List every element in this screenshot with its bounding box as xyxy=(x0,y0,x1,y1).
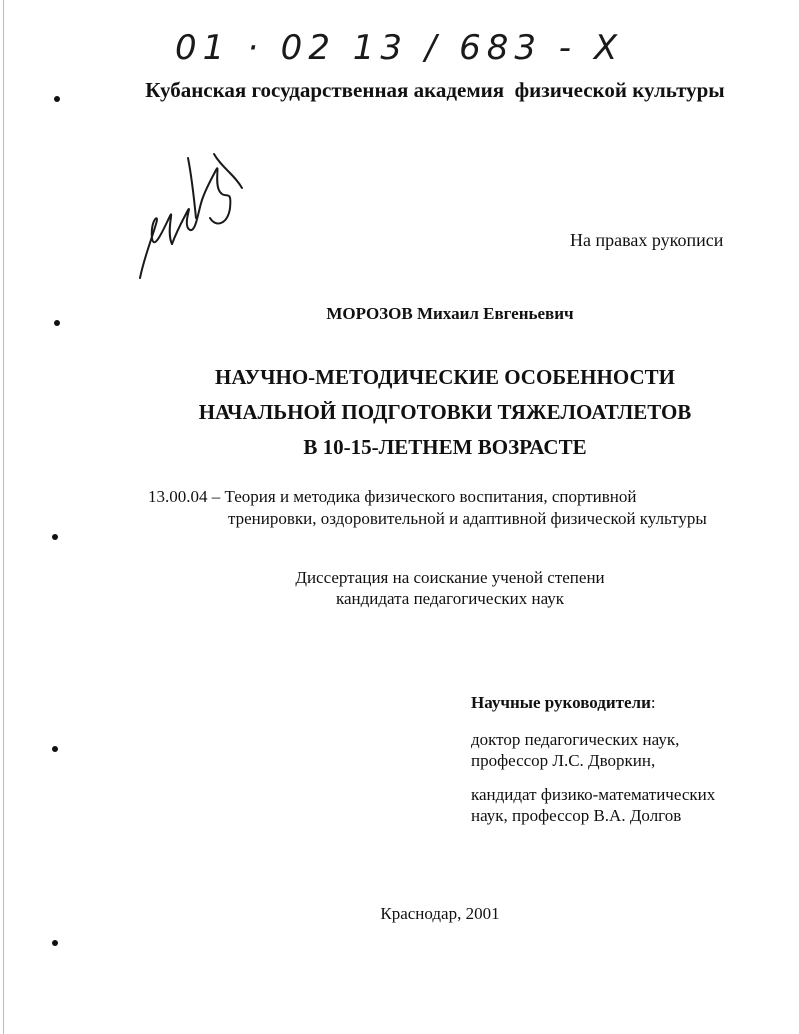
author-name xyxy=(150,304,750,324)
scan-edge-line xyxy=(3,0,4,1034)
specialty-line-1 xyxy=(148,487,636,507)
binding-dot xyxy=(52,746,58,752)
binding-dot xyxy=(54,320,60,326)
binding-dot xyxy=(52,534,58,540)
place-and-year: Краснодар, 2001 xyxy=(380,904,500,923)
degree-line: кандидата педагогических наук xyxy=(335,589,565,608)
title-line: НАЧАЛЬНОЙ ПОДГОТОВКИ ТЯЖЕЛОАТЛЕТОВ xyxy=(198,400,692,424)
advisor-1 xyxy=(471,729,679,771)
advisors-heading xyxy=(471,693,656,713)
author-given-names: Михаил Евгеньевич xyxy=(416,304,574,323)
title-line: В 10-15-ЛЕТНЕМ ВОЗРАСТЕ xyxy=(303,435,587,459)
author-signature xyxy=(130,148,250,288)
author-surname: МОРОЗОВ xyxy=(326,304,413,323)
advisor-1-degree: доктор педагогических наук, xyxy=(471,730,680,749)
advisor-2-degree: кандидат физико-математических xyxy=(471,785,716,804)
title-line: НАУЧНО-МЕТОДИЧЕСКИЕ ОСОБЕННОСТИ xyxy=(215,365,675,389)
advisors-heading-text: Научные руководители xyxy=(471,693,651,712)
specialty-line-2: тренировки, оздоровительной и адаптивной физической культуры xyxy=(228,509,707,528)
handwritten-archive-code: 01 · 02 13 / 683 - X xyxy=(175,28,624,68)
binding-dot xyxy=(52,940,58,946)
binding-dot xyxy=(54,96,60,102)
degree-line: Диссертация на соискание ученой степени xyxy=(295,568,605,587)
advisor-1-name: профессор Л.С. Дворкин, xyxy=(471,751,656,770)
advisor-2-name: наук, профессор В.А. Долгов xyxy=(471,806,682,825)
specialty-code: 13.00.04 xyxy=(148,487,208,506)
specialty-text: – Теория и методика физического воспитания, спортивной xyxy=(207,487,637,506)
institution-name: Кубанская государственная академия физической культуры xyxy=(145,78,725,102)
manuscript-rights-note: На правах рукописи xyxy=(570,230,724,250)
dissertation-title xyxy=(110,360,780,465)
advisor-2 xyxy=(471,784,715,826)
advisors-heading-colon: : xyxy=(650,693,656,712)
degree-statement xyxy=(120,567,780,609)
